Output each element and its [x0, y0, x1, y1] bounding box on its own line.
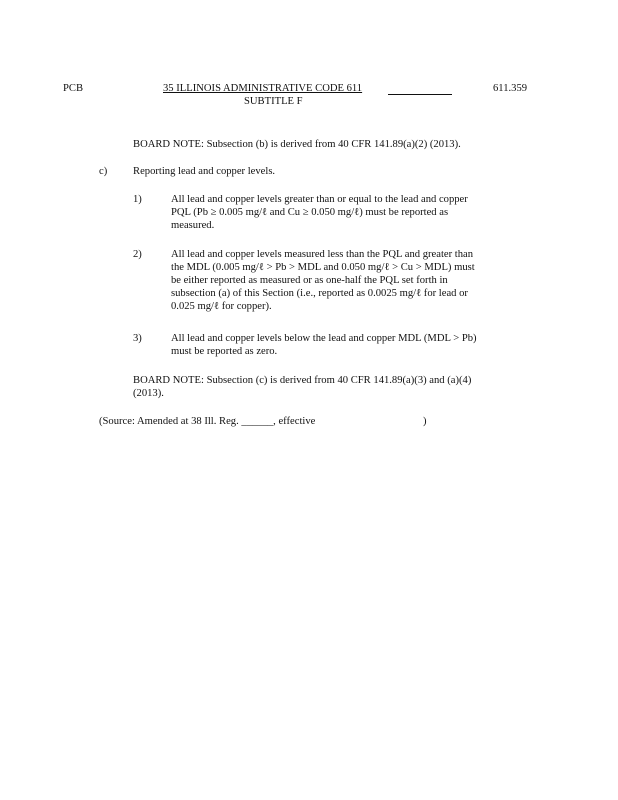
item-3-number: 3) [133, 333, 142, 344]
header-center-line2: SUBTITLE F [244, 96, 303, 107]
item-1-line-2: PQL (Pb ≥ 0.005 mg/ℓ and Cu ≥ 0.050 mg/ℓ) must be reported as [171, 207, 449, 218]
section-c-label: c) [99, 166, 108, 177]
header-right: 611.359 [493, 83, 528, 94]
item-1-line-3: measured. [171, 220, 215, 231]
item-3-line-2: must be reported as zero. [171, 346, 278, 357]
item-2-line-1: All lead and copper levels measured less than the PQL and greater than [171, 249, 474, 260]
item-2-line-3: be either reported as measured or as one-half the PQL set forth in [171, 275, 448, 286]
item-2-line-2: the MDL (0.005 mg/ℓ > Pb > MDL and 0.050 mg/ℓ > Cu > MDL) must [171, 262, 475, 273]
board-note-b: BOARD NOTE: Subsection (b) is derived from 40 CFR 141.89(a)(2) (2013). [133, 139, 461, 150]
board-note-c-line-1: BOARD NOTE: Subsection (c) is derived from 40 CFR 141.89(a)(3) and (a)(4) [133, 375, 472, 386]
header-left: PCB [63, 83, 84, 94]
item-2-line-4: subsection (a) of this Section (i.e., reported as 0.0025 mg/ℓ for lead or [171, 288, 468, 299]
section-c-title: Reporting lead and copper levels. [133, 166, 276, 177]
item-1-number: 1) [133, 194, 142, 205]
board-note-c-line-2: (2013). [133, 388, 164, 399]
item-2-number: 2) [133, 249, 142, 260]
header-center-line1: 35 ILLINOIS ADMINISTRATIVE CODE 611 [163, 83, 363, 94]
item-2-line-5: 0.025 mg/ℓ for copper). [171, 301, 272, 312]
item-1-line-1: All lead and copper levels greater than or equal to the lead and copper [171, 194, 468, 205]
source-close-paren: ) [423, 416, 427, 427]
item-3-line-1: All lead and copper levels below the lead and copper MDL (MDL > Pb) [171, 333, 477, 344]
header-underline-gap [388, 94, 452, 95]
source-line: (Source: Amended at 38 Ill. Reg. ______, effective [99, 416, 316, 427]
